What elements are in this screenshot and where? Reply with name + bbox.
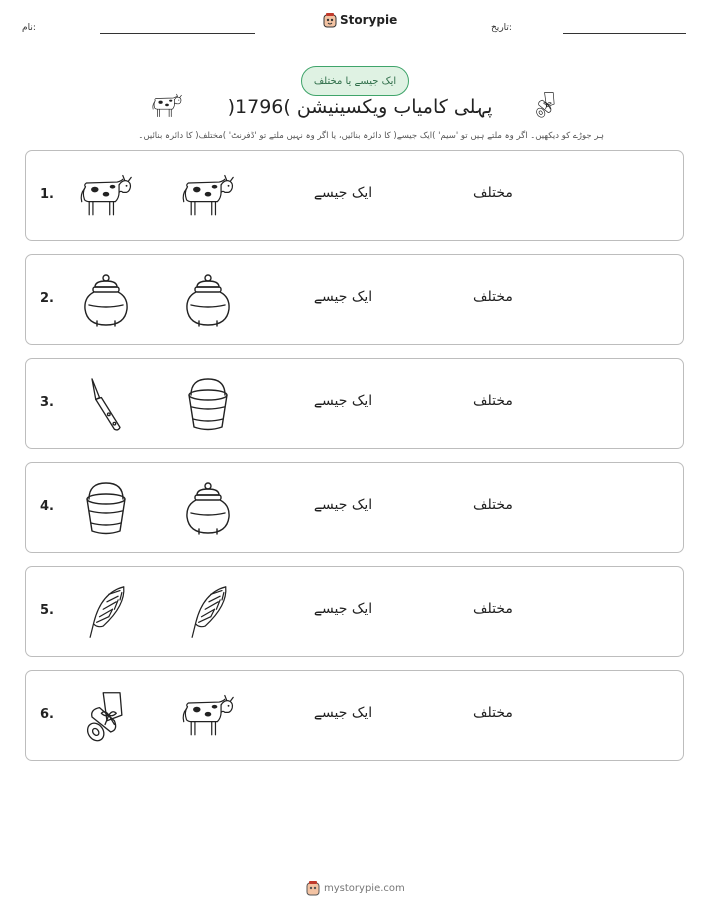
brand-logo xyxy=(323,12,397,28)
option-same[interactable]: ایک جیسے xyxy=(313,601,373,617)
option-same[interactable]: ایک جیسے xyxy=(313,185,373,201)
option-same[interactable]: ایک جیسے xyxy=(313,497,373,513)
cow-icon xyxy=(78,169,134,225)
name-label: نام: xyxy=(22,23,36,33)
cow-icon xyxy=(180,689,236,745)
pair-row xyxy=(25,566,684,657)
bucket-icon xyxy=(180,377,236,433)
instructions: ہر جوڑے کو دیکھیں۔ اگر وہ ملتے ہیں تو 'سیم' )ایک جیسے( کا دائرہ بنائیں، یا اگر وہ نہیں ملتے تو 'ڈفرنٹ' )مختلف( کا دائرہ بنائیں۔ xyxy=(138,131,604,141)
storypie-logo-icon xyxy=(306,880,320,896)
option-different[interactable]: مختلف xyxy=(473,705,513,721)
jar-icon xyxy=(78,273,134,329)
pair-row xyxy=(25,254,684,345)
brand-name: Storypie xyxy=(340,13,398,27)
bucket-icon xyxy=(78,481,134,537)
row-number: 5. xyxy=(40,603,54,618)
quill-icon xyxy=(180,585,236,641)
jar-icon xyxy=(180,481,236,537)
option-different[interactable]: مختلف xyxy=(473,393,513,409)
footer xyxy=(306,880,405,896)
option-different[interactable]: مختلف xyxy=(473,185,513,201)
jar-icon xyxy=(180,273,236,329)
option-same[interactable]: ایک جیسے xyxy=(313,393,373,409)
date-label: تاریخ: xyxy=(491,23,512,33)
row-number: 1. xyxy=(40,187,54,202)
footer-site: mystorypie.com xyxy=(324,882,405,894)
row-number: 3. xyxy=(40,395,54,410)
scroll-icon xyxy=(534,90,558,120)
pair-row xyxy=(25,670,684,761)
pair-row xyxy=(25,150,684,241)
row-number: 4. xyxy=(40,499,54,514)
pair-row xyxy=(25,462,684,553)
option-same[interactable]: ایک جیسے xyxy=(313,705,373,721)
page-title: پہلی کامیاب ویکسینیشن )1796( xyxy=(227,96,493,118)
row-number: 2. xyxy=(40,291,54,306)
scroll-icon xyxy=(78,689,134,745)
row-number: 6. xyxy=(40,707,54,722)
quill-icon xyxy=(78,585,134,641)
date-line[interactable] xyxy=(563,33,686,34)
lancet-icon xyxy=(78,377,134,433)
name-line[interactable] xyxy=(100,33,255,34)
option-different[interactable]: مختلف xyxy=(473,289,513,305)
storypie-logo-icon xyxy=(323,12,337,28)
cow-icon xyxy=(180,169,236,225)
cow-icon xyxy=(151,93,183,120)
pair-row xyxy=(25,358,684,449)
option-same[interactable]: ایک جیسے xyxy=(313,289,373,305)
option-different[interactable]: مختلف xyxy=(473,497,513,513)
option-different[interactable]: مختلف xyxy=(473,601,513,617)
activity-badge: ایک جیسے یا مختلف xyxy=(301,66,409,96)
